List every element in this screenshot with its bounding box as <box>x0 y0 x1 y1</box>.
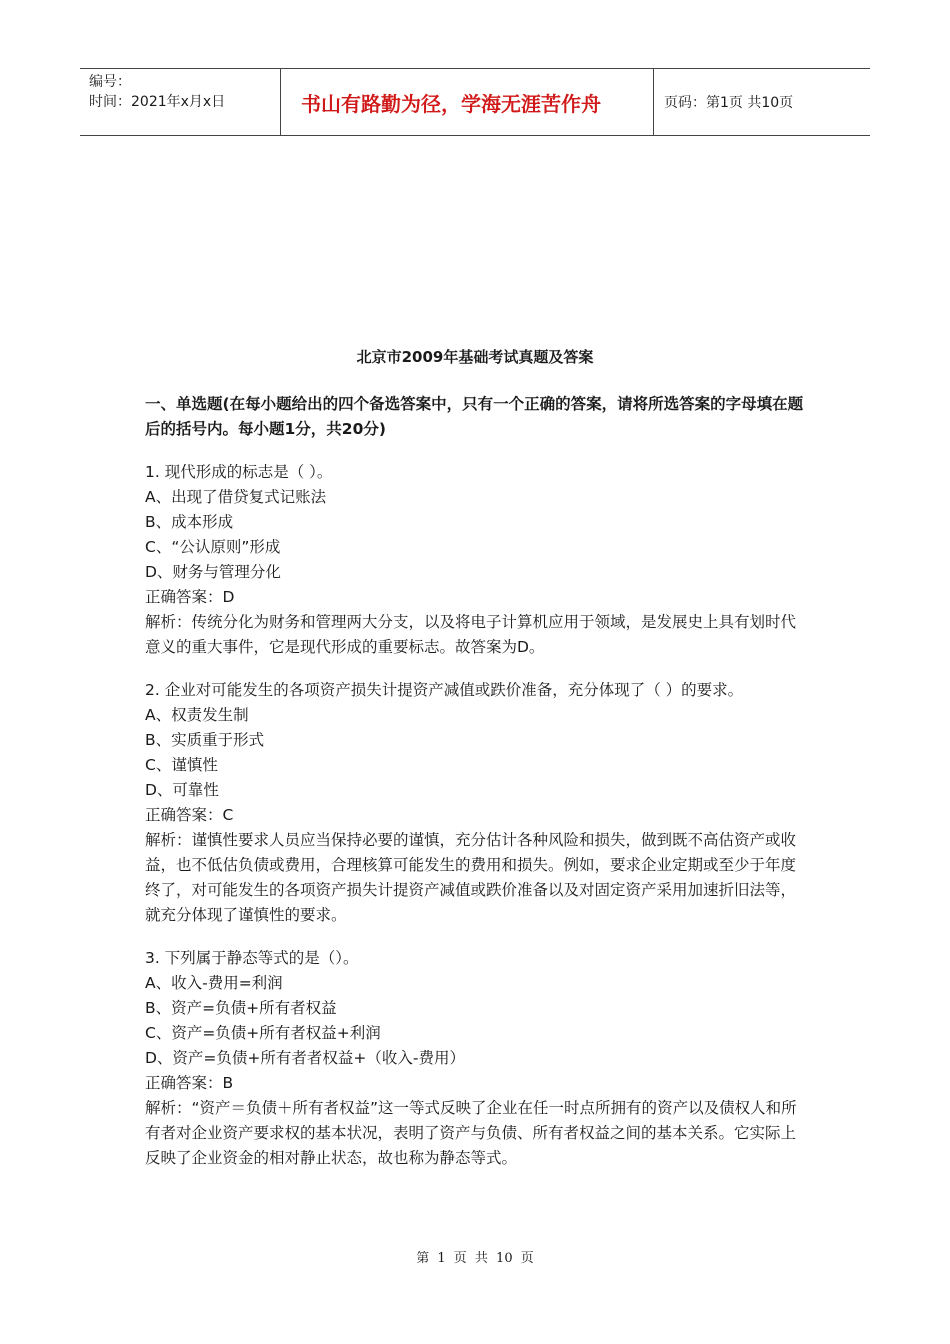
page-header <box>80 68 870 136</box>
analysis: 解析：“资产＝负债＋所有者权益”这一等式反映了企业在任一时点所拥有的资产以及债权人和所有者对企业资产要求权的基本状况，表明了资产与负债、所有者权益之间的基本关系。它实际上反映了企业资金的相对静止状态，故也称为静态等式。 <box>145 1099 797 1167</box>
correct-answer: 正确答案：C <box>145 806 234 824</box>
correct-answer: 正确答案：B <box>145 1074 234 1092</box>
option-b: B、实质重于形式 <box>145 731 265 749</box>
analysis: 解析：传统分化为财务和管理两大分支，以及将电子计算机应用于领域，是发展史上具有划时代意义的重大事件，它是现代形成的重要标志。故答案为D。 <box>145 613 797 656</box>
header-meta <box>80 69 281 135</box>
question-stem: 1. 现代形成的标志是（ ）。 <box>145 463 333 481</box>
question-1 <box>145 460 810 660</box>
question-2 <box>145 678 810 928</box>
page-footer: 第 1 页 共 10 页 <box>416 1251 534 1266</box>
document-body <box>145 392 810 1189</box>
option-b: B、成本形成 <box>145 513 234 531</box>
question-3 <box>145 946 810 1171</box>
time-label: 时间：2021年x月x日 <box>89 94 226 110</box>
option-a: A、收入-费用=利润 <box>145 974 283 992</box>
section-heading: 一、单选题(在每小题给出的四个备选答案中，只有一个正确的答案，请将所选答案的字母填在题后的括号内。每小题1分，共20分) <box>145 395 804 438</box>
option-d: D、资产=负债+所有者者权益+（收入-费用） <box>145 1049 465 1067</box>
header-page-code: 页码：第1页 共10页 <box>664 95 794 111</box>
option-c: C、资产=负债+所有者权益+利润 <box>145 1024 381 1042</box>
option-b: B、资产=负债+所有者权益 <box>145 999 337 1017</box>
header-motto: 书山有路勤为径，学海无涯苦作舟 <box>281 69 654 135</box>
option-d: D、可靠性 <box>145 781 219 799</box>
option-c: C、“公认原则”形成 <box>145 538 281 556</box>
document-title: 北京市2009年基础考试真题及答案 <box>356 348 594 366</box>
option-d: D、财务与管理分化 <box>145 563 281 581</box>
option-a: A、权责发生制 <box>145 706 249 724</box>
correct-answer: 正确答案：D <box>145 588 235 606</box>
question-stem: 3. 下列属于静态等式的是（）。 <box>145 949 359 967</box>
analysis: 解析：谨慎性要求人员应当保持必要的谨慎，充分估计各种风险和损失，做到既不高估资产或收益，也不低估负债或费用，合理核算可能发生的费用和损失。例如，要求企业定期或至少于年度终了，对可能发生的各项资产损失计提资产减值或跌价准备以及对固定资产采用加速折旧法等，就充分体现了谨慎性的要求。 <box>145 831 797 924</box>
question-stem: 2. 企业对可能发生的各项资产损失计提资产减值或跌价准备，充分体现了（ ）的要求。 <box>145 681 744 699</box>
option-a: A、出现了借贷复式记账法 <box>145 488 327 506</box>
code-label: 编号： <box>89 74 131 90</box>
option-c: C、谨慎性 <box>145 756 218 774</box>
